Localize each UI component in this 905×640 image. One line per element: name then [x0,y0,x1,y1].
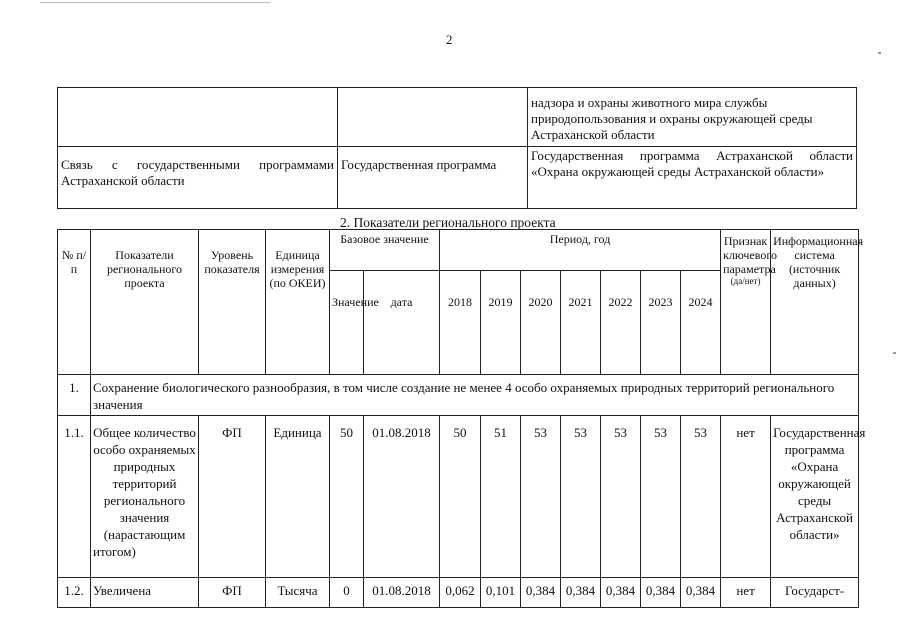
passport-table [57,87,857,209]
row-year-value: 0,384 [521,578,561,608]
programs-link-type: Государственная программа [338,147,528,209]
header-indicators: Показатели регионального проекта [91,230,199,375]
row-year-value: 0,384 [601,578,641,608]
row-year-value: 0,384 [641,578,681,608]
section-row [58,375,859,416]
row-year-value: 53 [681,416,721,578]
table-row [58,416,859,578]
passport-cell-middle [338,88,528,147]
row-info-system: Государственная программа «Охрана окружающей среды Астраханской области» [771,416,859,578]
header-year: 2022 [601,271,641,375]
section-title: 2. Показатели регионального проекта [340,215,556,230]
header-value: Значение [330,271,364,375]
header-key-flag-hint: (да/нет) [730,276,761,286]
row-num: 1.2. [58,578,91,608]
header-num: № п/п [58,230,91,375]
row-year-value: 51 [481,416,521,578]
row-info-system: Государст- [771,578,859,608]
header-unit: Единица измерения (по ОКЕИ) [266,230,330,375]
row-unit: Тысяча [266,578,330,608]
scan-artifact-dot [893,352,896,354]
header-period: Период, год [440,230,721,271]
page-number: 2 [446,32,453,47]
row-level: ФП [199,578,266,608]
programs-link-name: Государственная программа Астраханской области «Охрана окружающей среды Астраханской области» [528,147,857,209]
row-year-value: 0,101 [481,578,521,608]
header-year: 2020 [521,271,561,375]
header-year: 2023 [641,271,681,375]
row-num: 1.1. [58,416,91,578]
row-key-flag: нет [721,578,771,608]
programs-link-label: Связь с государственными программами Астраханской области [58,147,338,209]
row-base-value: 50 [330,416,364,578]
header-year: 2018 [440,271,481,375]
header-row [58,230,859,271]
row-base-date: 01.08.2018 [364,578,440,608]
passport-row [58,147,857,209]
row-indicator: Увеличена [91,578,199,608]
row-year-value: 53 [641,416,681,578]
passport-cell-right: надзора и охраны животного мира службы природопользования и охраны окружающей среды Астраханской области [528,88,857,147]
header-info-system: Информационная система (источник данных) [771,230,859,375]
row-base-value: 0 [330,578,364,608]
header-year: 2021 [561,271,601,375]
header-year: 2019 [481,271,521,375]
header-base-value: Базовое значение [330,230,440,271]
row-year-value: 0,062 [440,578,481,608]
row-year-value: 53 [601,416,641,578]
section-text: Сохранение биологического разнообразия, в том числе создание не менее 4 особо охраняемых природных территорий регионального значения [91,375,859,416]
row-unit: Единица [266,416,330,578]
row-year-value: 50 [440,416,481,578]
row-year-value: 0,384 [561,578,601,608]
scan-artifact-line [40,2,270,3]
row-indicator: Общее количество особо охраняемых природных территорий регионального значения (нарастающим итогом) [91,416,199,578]
section-num: 1. [58,375,91,416]
passport-cell-left [58,88,338,147]
row-year-value: 0,384 [681,578,721,608]
scan-artifact-dot [878,52,881,54]
row-level: ФП [199,416,266,578]
header-key-flag-text: Признак ключевого параметра [723,234,777,276]
row-base-date: 01.08.2018 [364,416,440,578]
header-date: дата [364,271,440,375]
table-row [58,578,859,608]
indicators-table [57,229,866,608]
header-level: Уровень показателя [199,230,266,375]
row-year-value: 53 [521,416,561,578]
header-year: 2024 [681,271,721,375]
passport-row [58,88,857,147]
row-year-value: 53 [561,416,601,578]
row-key-flag: нет [721,416,771,578]
header-key-flag [721,230,777,375]
